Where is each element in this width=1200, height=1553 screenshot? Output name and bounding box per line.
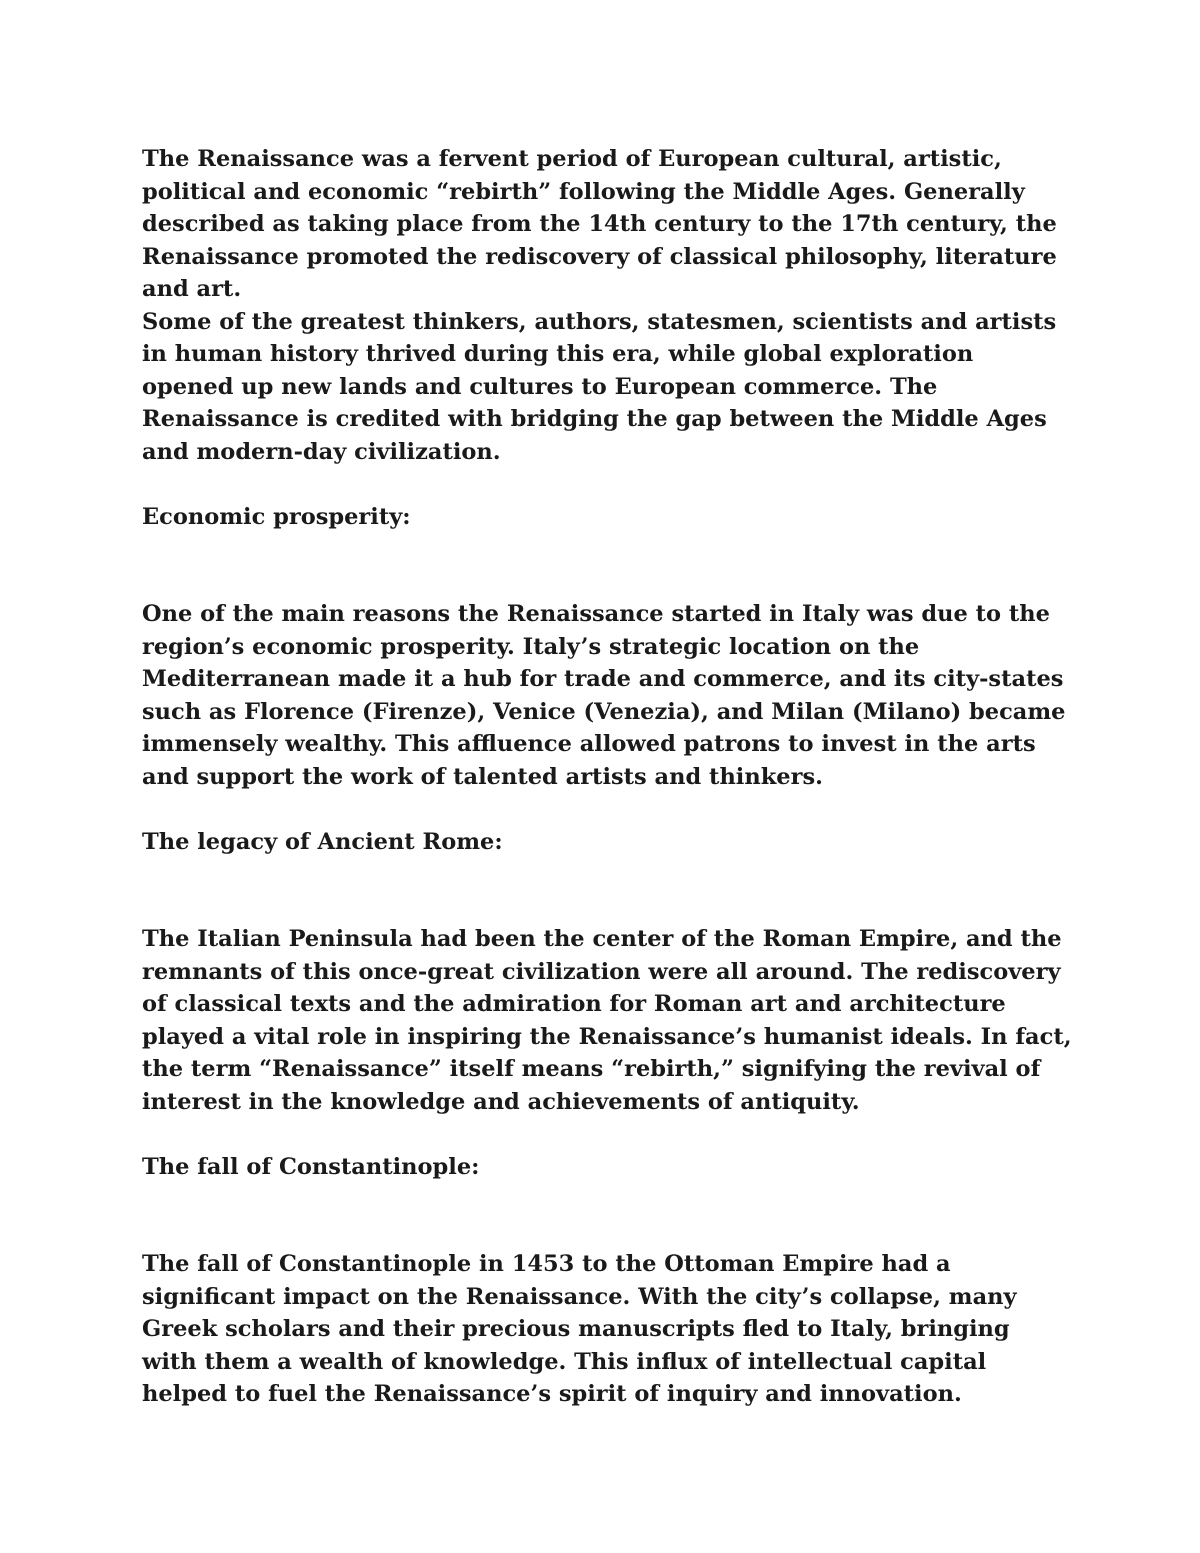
text-line: and support the work of talented artists and thinkers. [142,763,823,790]
text-line: helped to fuel the Renaissance’s spirit of inquiry and innovation. [142,1381,962,1407]
text-line: such as Florence (Firenze), Venice (Venezia), and Milan (Milano) became [142,698,1066,725]
text-line: Some of the greatest thinkers, authors, statesmen, scientists and artists [142,308,1057,335]
economic-prosperity-paragraph [142,598,1072,793]
text-line: described as taking place from the 14th century to the 17th century, the [142,211,1057,237]
text-line: The Renaissance was a fervent period of European cultural, artistic, [142,146,1002,172]
spacer [142,566,1072,599]
text-line: and art. [142,276,242,302]
section-heading-fall-of-constantinople: The fall of Constantinople: [142,1153,480,1180]
text-line: The Italian Peninsula had been the center of the Roman Empire, and the [142,926,1062,952]
text-line: and modern-day civilization. [142,438,501,465]
legacy-of-rome-paragraph [142,923,1072,1118]
text-line: the term “Renaissance” itself means “rebirth,” signifying the revival of [142,1056,1041,1082]
text-line: opened up new lands and cultures to European commerce. The [142,373,938,400]
text-line: Mediterranean made it a hub for trade and commerce, and its city-states [142,666,1064,692]
text-line: with them a wealth of knowledge. This influx of intellectual capital [142,1348,987,1375]
text-line: interest in the knowledge and achievements of antiquity. [142,1088,860,1115]
spacer [142,858,1072,891]
text-line: remnants of this once-great civilization were all around. The rediscovery [142,958,1061,985]
section-heading-economic-prosperity: Economic prosperity: [142,503,411,530]
document-page [142,143,1072,1411]
spacer [142,468,1072,501]
fall-of-constantinople-paragraph [142,1248,1072,1411]
text-line: of classical texts and the admiration for Roman art and architecture [142,991,1006,1017]
text-line: Renaissance promoted the rediscovery of classical philosophy, literature [142,243,1057,270]
spacer [142,891,1072,924]
spacer [142,1216,1072,1249]
spacer [142,793,1072,826]
text-line: Greek scholars and their precious manuscripts fled to Italy, bringing [142,1316,1010,1342]
text-line: The fall of Constantinople in 1453 to the Ottoman Empire had a [142,1251,951,1277]
section-heading-legacy-of-rome: The legacy of Ancient Rome: [142,828,503,855]
text-line: region’s economic prosperity. Italy’s strategic location on the [142,633,920,660]
text-line: in human history thrived during this era, while global exploration [142,341,974,367]
text-line: immensely wealthy. This affluence allowed patrons to invest in the arts [142,731,1036,757]
text-line: significant impact on the Renaissance. With the city’s collapse, many [142,1283,1017,1310]
spacer [142,1118,1072,1151]
text-line: political and economic “rebirth” following the Middle Ages. Generally [142,178,1025,205]
text-line: played a vital role in inspiring the Renaissance’s humanist ideals. In fact, [142,1023,1072,1050]
spacer [142,1183,1072,1216]
intro-paragraph [142,143,1072,468]
text-line: One of the main reasons the Renaissance started in Italy was due to the [142,601,1050,627]
spacer [142,533,1072,566]
text-line: Renaissance is credited with bridging the gap between the Middle Ages [142,406,1047,432]
